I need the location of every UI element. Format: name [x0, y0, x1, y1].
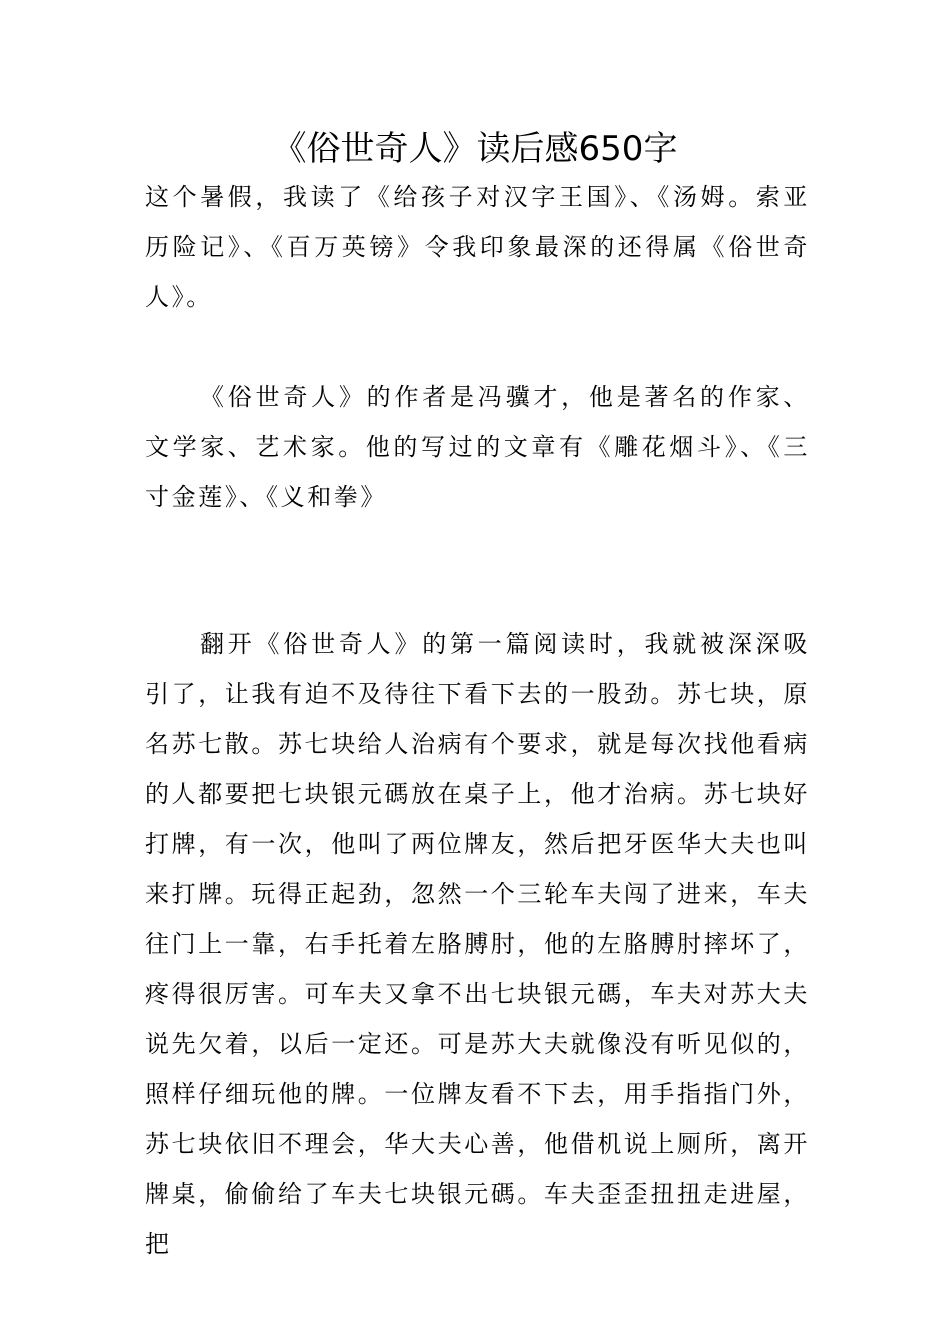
paragraph-author: 《俗世奇人》的作者是冯骥才，他是著名的作家、文学家、艺术家。他的写过的文章有《雕花烟斗》、《三寸金莲》、《义和拳》	[145, 383, 810, 511]
paragraph-intro: 这个暑假，我读了《给孩子对汉字王国》、《汤姆。索亚历险记》、《百万英镑》令我印象最深的还得属《俗世奇人》。	[145, 183, 810, 311]
document-title: 《俗世奇人》读后感650字	[272, 129, 678, 169]
paragraph-story: 翻开《俗世奇人》的第一篇阅读时，我就被深深吸引了，让我有迫不及待往下看下去的一股劲。苏七块，原名苏七散。苏七块给人治病有个要求，就是每次找他看病的人都要把七块银元碼放在桌子上，他才治病。苏七块好打牌，有一次，他叫了两位牌友，然后把牙医华大夫也叫来打牌。玩得正起劲，忽然一个三轮车夫闯了进来，车夫往门上一靠，右手托着左胳膊肘，他的左胳膊肘摔坏了，疼得很厉害。可车夫又拿不出七块银元碼，车夫对苏大夫说先欠着，以后一定还。可是苏大夫就像没有听见似的，照样仔细玩他的牌。一位牌友看不下去，用手指指门外，苏七块依旧不理会，华大夫心善，他借机说上厕所，离开牌桌，偷偷给了车夫七块银元碼。车夫歪歪扭扭走进屋，把	[145, 630, 810, 1258]
